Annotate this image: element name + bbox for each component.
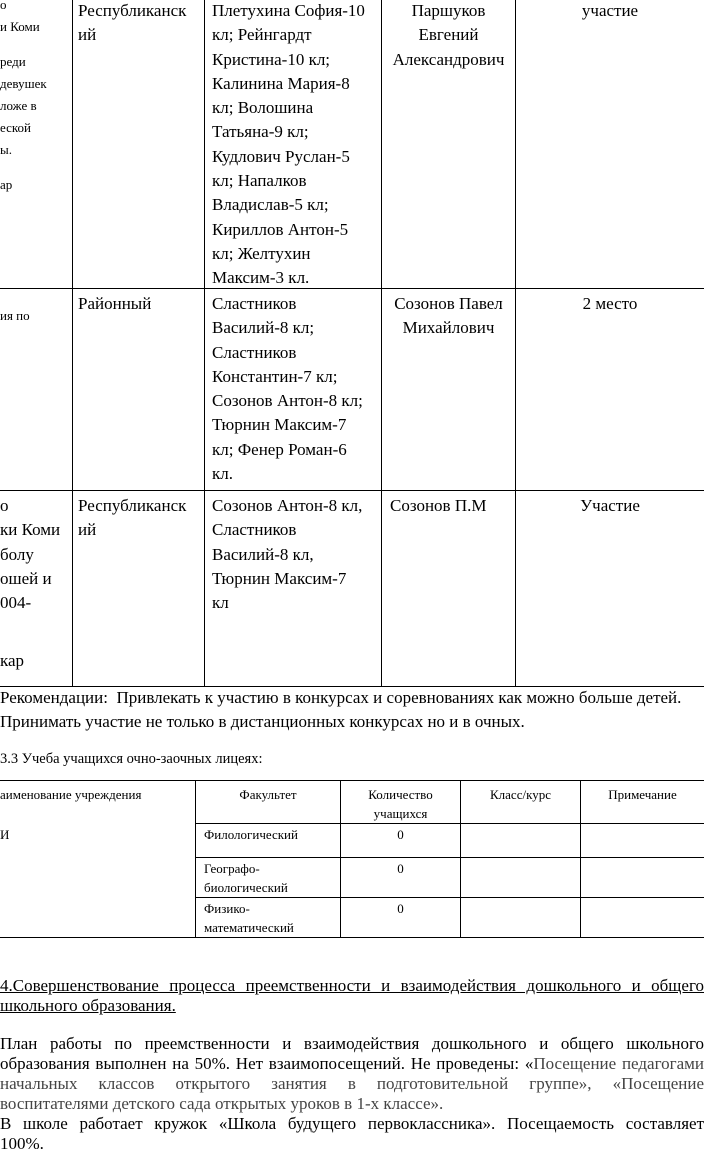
cell-line: Созонов Антон-8 кл; [212,391,363,411]
recommendations-line-2: Принимать участие не только в дистанционных конкурсах но и в очных. [0,712,525,731]
cell-line: Сластников [212,294,297,313]
cell-line [0,38,70,51]
cell-line: ки Коми [0,520,61,540]
cell-line: Тюрнин Максим-7 [212,568,347,588]
table-row-2-participants [212,292,380,486]
cell-line: и Коми [0,19,40,34]
lyceum-row-3-count: 0 [397,901,404,916]
table-row-1-participants [212,0,380,291]
cell-line: Евгений [418,25,479,45]
cell-line [0,632,70,649]
section-4-p1-line-1: План работы по преемственности и взаимодействия дошкольного и общего школьного [0,1034,704,1053]
cell-line: Тюрнин Максим-7 [212,415,347,435]
cell-line: еской [0,120,31,135]
recommendations-text-1: Привлекать к участию в конкурсах и соревнованиях как можно больше детей. [116,688,682,707]
table-row-2-level [78,292,203,316]
section-4-heading-line-2: школьного образования. [0,996,176,1015]
cell-line: Татьяна-9 кл; [212,122,309,142]
table-row-1-col1 [0,0,70,196]
cell-line [0,292,70,305]
cell-line: ложе в [0,98,37,113]
recommendations-label: Рекомендации: [0,688,108,707]
table-row-3-result: Участие [580,496,640,515]
cell-line: ар [0,177,13,192]
cell-line: Паршуков [411,1,486,20]
cell-line: ий [78,25,97,45]
lyceum-row-1-faculty: Филологический [204,827,298,842]
cell-line: кл; Фенер Роман-6 [212,439,347,459]
cell-line: Владислав-5 кл; [212,195,329,215]
cell-line: Районный [78,294,152,313]
cell-line: Созонов П.М [390,496,487,515]
cell-line: Созонов Павел [394,294,503,313]
lyceum-header-faculty: Факультет [239,787,297,802]
cell-line: Александрович [392,49,505,69]
cell-line: ошей и [0,568,52,588]
section-4-p2-line-2: 100%. [0,1134,44,1153]
cell-line: Кириллов Антон-5 [212,219,349,239]
cell-line: Кристина-10 кл; [212,49,331,69]
cell-line: кл [212,593,229,613]
section-4-p1-line-4: воспитателями детского сада открытых уроков в 1-х классе». [0,1094,444,1113]
cell-line: о [0,496,9,515]
cell-line: девушек [0,76,47,91]
cell-line: ия по [0,308,30,323]
cell-line: ий [78,520,97,540]
table-row-3-level [78,494,203,543]
section-4-p1-line-2 [0,1054,704,1074]
table-row-2-col1 [0,292,70,327]
cell-line: кл; Волошина [212,98,314,118]
lyceum-row-2-count: 0 [397,861,404,876]
cell-line: болу [0,544,34,564]
lyceum-row-1-count: 0 [397,827,404,842]
cell-line: 004- [0,593,32,613]
section-4-p1-line-2a: образования выполнен на 50%. Нет взаимопосещений. Не проведены: « [0,1054,534,1073]
lyceum-institution: И [0,827,10,842]
section-3-3-heading: 3.3 Учеба учащихся очно-заочных лицеях: [0,751,263,767]
lyceum-header-count: Количество учащихся [368,787,433,821]
lyceum-header-class: Класс/курс [490,787,551,802]
table-row-1-teacher [382,0,515,72]
table-row-3-teacher [390,494,515,518]
table-row-3-participants [212,494,380,615]
cell-line: Кудлович Руслан-5 [212,146,350,166]
cell-line: Сластников [212,520,297,540]
table-row-2-result: 2 место [582,294,638,313]
lyceum-header-institution: аименование учреждения [0,787,142,802]
cell-line: кар [0,651,25,671]
section-4-p2-line-1: В школе работает кружок «Школа будущего первоклассника». Посещаемость составляет [0,1114,704,1133]
cell-line: кл. [212,464,233,484]
cell-line: кл; Рейнгардт [212,25,312,45]
cell-line: Созонов Антон-8 кл, [212,496,363,515]
table-row-2-teacher [382,292,515,341]
section-4-heading-line-1: 4.Совершенствование процесса преемственности и взаимодействия дошкольного и общего [0,976,704,995]
cell-line: Михайлович [402,318,495,338]
cell-line: Республиканск [78,496,187,515]
table-row-1-result: участие [581,1,639,20]
section-4-p1-line-3: начальных классов открытого занятия в подготовительной группе», «Посещение [0,1074,704,1093]
cell-line [0,615,70,632]
lyceum-row-3-faculty: Физико-математический [204,901,294,935]
recommendations-line-1 [0,688,704,708]
section-4-p1-line-2b: Посещение педагогами [533,1054,704,1073]
cell-line: о [0,0,7,12]
cell-line: ы. [0,142,12,157]
table-row-3-col1 [0,494,70,674]
cell-line: Василий-8 кл; [212,318,315,338]
lyceum-row-2-faculty: Географо-биологический [204,861,288,895]
cell-line: Республиканск [78,1,187,20]
cell-line: Максим-3 кл. [212,268,310,288]
cell-line: Калинина Мария-8 [212,73,350,93]
lyceum-header-note: Примечание [608,787,677,802]
cell-line: Константин-7 кл; [212,366,338,386]
cell-line: Плетухина София-10 [212,1,365,20]
cell-line: кл; Желтухин [212,243,311,263]
cell-line: Василий-8 кл, [212,544,314,564]
cell-line: кл; Напалков [212,171,307,191]
cell-line: Сластников [212,342,297,362]
table-row-1-level [78,0,203,48]
cell-line: реди [0,54,26,69]
cell-line [0,161,70,174]
